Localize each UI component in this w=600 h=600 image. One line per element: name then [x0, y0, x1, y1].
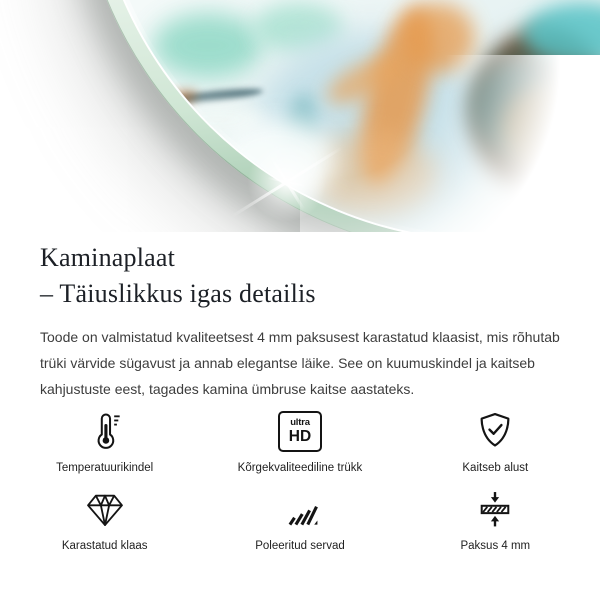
title-line-2: – Täiuslikkus igas detailis	[40, 279, 316, 308]
polished-edges-icon	[278, 487, 322, 531]
ultra-hd-icon-text-bottom: HD	[288, 427, 312, 445]
page-title	[40, 240, 560, 312]
diamond-icon	[83, 487, 127, 531]
ultra-hd-icon-text-top: ultra	[290, 417, 310, 428]
title-line-1: Kaminaplaat	[40, 243, 176, 272]
photo-fade	[300, 55, 600, 232]
feature-label: Karastatud klaas	[61, 540, 148, 552]
feature-item-thickness	[398, 486, 593, 552]
product-description: Toode on valmistatud kvaliteetsest 4 mm paksusest karastatud klaasist, mis rõhutab trüki värvide sügavust ja annab elegantse läike. See on kuumuskindel ja kaitseb kahjustuste eest, tagades kamina ümbruse kaitse aastateks.	[40, 329, 560, 397]
thickness-icon	[473, 487, 517, 531]
feature-grid	[0, 408, 600, 552]
feature-label: Paksus 4 mm	[460, 540, 531, 552]
feature-item-temperature	[7, 408, 202, 474]
shield-check-icon	[473, 409, 517, 453]
feature-label: Kõrgekvaliteediline trükk	[237, 462, 363, 474]
feature-label: Temperatuurikindel	[56, 462, 154, 474]
product-photo	[0, 0, 600, 232]
product-info-section	[0, 232, 600, 402]
feature-item-polished-edges	[202, 486, 397, 552]
feature-item-tempered-glass	[7, 486, 202, 552]
feature-label: Poleeritud servad	[255, 540, 345, 552]
feature-label: Kaitseb alust	[462, 462, 529, 474]
feature-item-protects-base	[398, 408, 593, 474]
feature-item-print-quality	[202, 408, 397, 474]
ultra-hd-icon	[278, 411, 322, 452]
thermometer-icon	[83, 409, 127, 453]
